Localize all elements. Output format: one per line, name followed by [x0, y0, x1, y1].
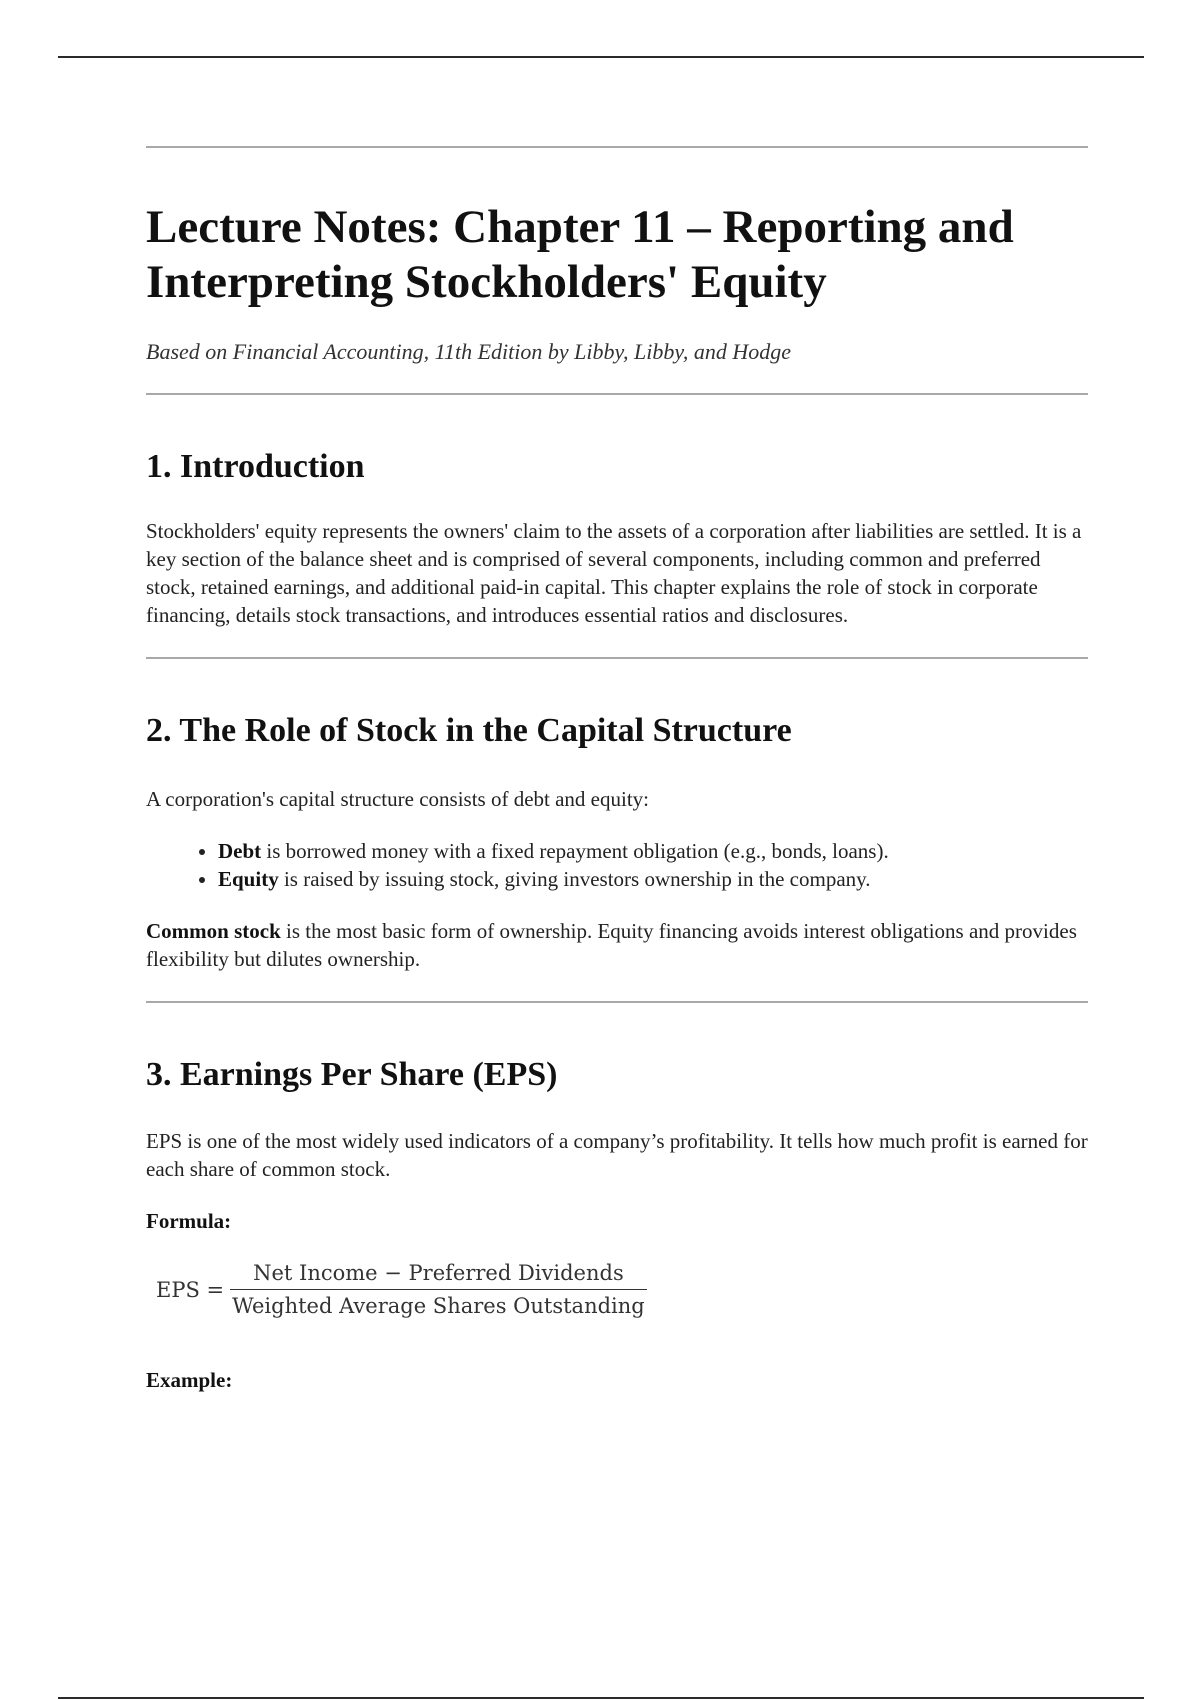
common-stock-paragraph — [146, 917, 1088, 973]
bullet-term: Equity — [218, 867, 279, 891]
document-body — [146, 146, 1088, 1394]
introduction-paragraph: Stockholders' equity represents the owners' claim to the assets of a corporation after liabilities are settled. It is a key section of the balance sheet and is comprised of several components, including common and preferred stock, retained earnings, and additional paid-in capital. This chapter explains the role of stock in corporate financing, details stock transactions, and introduces essential ratios and disclosures. — [146, 519, 1082, 627]
eps-formula — [156, 1261, 1088, 1318]
formula-lhs: EPS = — [156, 1277, 225, 1302]
eps-paragraph: EPS is one of the most widely used indicators of a company’s profitability. It tells how much profit is earned for each share of common stock. — [146, 1129, 1088, 1181]
title-top-divider — [146, 146, 1088, 148]
document-subtitle: Based on Financial Accounting, 11th Edition by Libby, Libby, and Hodge — [146, 339, 792, 364]
section-divider — [146, 1001, 1088, 1003]
bullet-text: is raised by issuing stock, giving investors ownership in the company. — [278, 867, 871, 891]
capital-structure-intro: A corporation's capital structure consists of debt and equity: — [146, 787, 649, 811]
section-divider — [146, 393, 1088, 395]
document-title: Lecture Notes: Chapter 11 – Reporting and Interpreting Stockholders' Equity — [146, 201, 1014, 308]
example-label: Example: — [146, 1368, 233, 1392]
section-divider — [146, 657, 1088, 659]
section-heading-eps: 3. Earnings Per Share (EPS) — [146, 1056, 558, 1093]
section-heading-introduction: 1. Introduction — [146, 448, 365, 485]
list-item — [218, 865, 1088, 893]
bullet-text: is borrowed money with a fixed repayment obligation (e.g., bonds, loans). — [261, 839, 889, 863]
page-top-rule — [58, 56, 1144, 58]
formula-denominator: Weighted Average Shares Outstanding — [232, 1294, 645, 1318]
common-stock-text: is the most basic form of ownership. Equity financing avoids interest obligations and provides flexibility but dilutes ownership. — [146, 919, 1077, 971]
list-item — [218, 837, 1088, 865]
formula-fraction — [230, 1261, 647, 1318]
section-heading-capital-structure: 2. The Role of Stock in the Capital Structure — [146, 712, 792, 749]
bullet-term: Debt — [218, 839, 262, 863]
common-stock-term: Common stock — [146, 919, 281, 943]
formula-numerator: Net Income − Preferred Dividends — [253, 1261, 624, 1285]
page-bottom-rule — [58, 1697, 1144, 1699]
formula-label: Formula: — [146, 1209, 232, 1233]
capital-structure-list — [146, 837, 1088, 893]
